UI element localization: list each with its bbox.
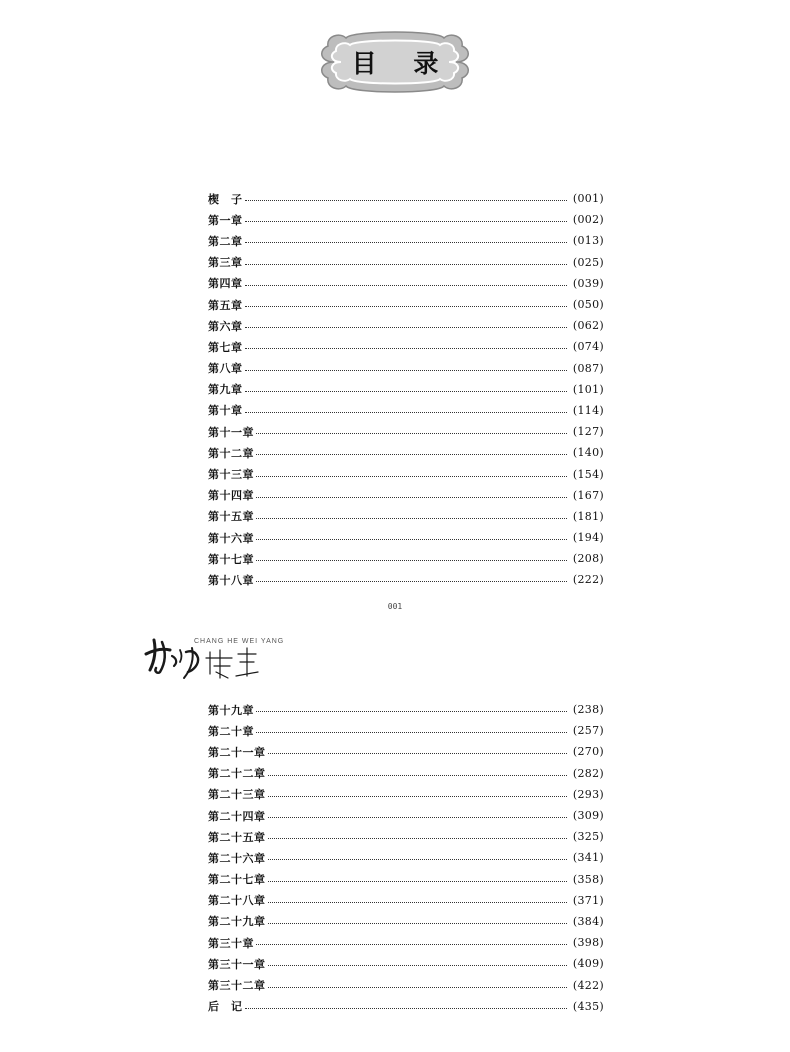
- toc-entry[interactable]: [208, 252, 604, 273]
- toc-label: 第二十九章: [208, 915, 266, 929]
- toc-page-number: (002): [572, 213, 604, 227]
- page-title: 目 录: [351, 49, 453, 78]
- toc-page-number: (270): [572, 745, 604, 759]
- toc-list-top: [208, 188, 604, 591]
- toc-label: 第七章: [208, 340, 243, 354]
- dot-leader: [245, 342, 567, 349]
- toc-label: 第三十二章: [208, 979, 266, 993]
- toc-label: 第一章: [208, 213, 243, 227]
- toc-entry[interactable]: [208, 932, 604, 953]
- toc-label: 第十七章: [208, 552, 254, 566]
- toc-label: 后 记: [208, 1000, 243, 1014]
- toc-label: 第二十五章: [208, 830, 266, 844]
- toc-page-number: (257): [572, 724, 604, 738]
- toc-entry[interactable]: [208, 741, 604, 762]
- toc-label: 楔 子: [208, 192, 243, 206]
- toc-entry[interactable]: [208, 209, 604, 230]
- dot-leader: [268, 896, 567, 903]
- dot-leader: [245, 194, 567, 201]
- dot-leader: [256, 533, 567, 540]
- dot-leader: [268, 959, 567, 966]
- dot-leader: [245, 1002, 567, 1009]
- toc-label: 第八章: [208, 362, 243, 376]
- toc-page-number: (062): [572, 319, 604, 333]
- toc-page-number: (114): [572, 403, 604, 417]
- dot-leader: [245, 236, 567, 243]
- toc-page-number: (039): [572, 276, 604, 290]
- toc-entry[interactable]: [208, 400, 604, 421]
- toc-page-number: (025): [572, 255, 604, 269]
- toc-entry[interactable]: [208, 548, 604, 569]
- toc-page-number: (050): [572, 298, 604, 312]
- toc-label: 第二十章: [208, 724, 254, 738]
- toc-page-number: (435): [572, 999, 604, 1013]
- toc-entry[interactable]: [208, 315, 604, 336]
- toc-entry[interactable]: [208, 569, 604, 590]
- dot-leader: [256, 938, 567, 945]
- toc-entry[interactable]: [208, 953, 604, 974]
- dot-leader: [268, 832, 567, 839]
- toc-page-number: (325): [572, 830, 604, 844]
- dot-leader: [245, 321, 567, 328]
- brand-latin-text: CHANG HE WEI YANG: [194, 638, 285, 645]
- toc-label: 第十五章: [208, 510, 254, 524]
- toc-page-number: (127): [572, 425, 604, 439]
- toc-entry[interactable]: [208, 974, 604, 995]
- toc-entry[interactable]: [208, 805, 604, 826]
- toc-label: 第二十一章: [208, 745, 266, 759]
- dot-leader: [245, 406, 567, 413]
- dot-leader: [256, 491, 567, 498]
- toc-entry[interactable]: [208, 485, 604, 506]
- dot-leader: [245, 258, 567, 265]
- dot-leader: [268, 981, 567, 988]
- page-number: 001: [387, 602, 403, 611]
- toc-page-number: (341): [572, 851, 604, 865]
- toc-page-number: (001): [572, 192, 604, 206]
- dot-leader: [268, 747, 567, 754]
- brand-logo: [140, 628, 290, 684]
- toc-label: 第十九章: [208, 703, 254, 717]
- toc-entry[interactable]: [208, 358, 604, 379]
- toc-label: 第二十七章: [208, 873, 266, 887]
- toc-entry[interactable]: [208, 294, 604, 315]
- dot-leader: [256, 470, 567, 477]
- toc-entry[interactable]: [208, 826, 604, 847]
- dot-leader: [256, 726, 567, 733]
- toc-page-number: (013): [572, 234, 604, 248]
- toc-page-number: (358): [572, 872, 604, 886]
- toc-entry[interactable]: [208, 379, 604, 400]
- dot-leader: [268, 790, 567, 797]
- dot-leader: [256, 575, 567, 582]
- dot-leader: [268, 811, 567, 818]
- toc-label: 第四章: [208, 277, 243, 291]
- dot-leader: [256, 448, 567, 455]
- toc-entry[interactable]: [208, 336, 604, 357]
- toc-page-number: (282): [572, 766, 604, 780]
- toc-entry[interactable]: [208, 720, 604, 741]
- toc-page-number: (208): [572, 552, 604, 566]
- toc-label: 第十八章: [208, 573, 254, 587]
- toc-entry[interactable]: [208, 273, 604, 294]
- toc-list-bottom: [208, 699, 604, 1017]
- dot-leader: [268, 769, 567, 776]
- toc-entry[interactable]: [208, 421, 604, 442]
- toc-page-number: (238): [572, 703, 604, 717]
- dot-leader: [268, 917, 567, 924]
- toc-entry[interactable]: [208, 442, 604, 463]
- toc-entry[interactable]: [208, 784, 604, 805]
- dot-leader: [268, 875, 567, 882]
- dot-leader: [245, 364, 567, 371]
- dot-leader: [256, 427, 567, 434]
- toc-entry[interactable]: [208, 506, 604, 527]
- dot-leader: [245, 279, 567, 286]
- toc-label: 第十三章: [208, 468, 254, 482]
- toc-label: 第五章: [208, 298, 243, 312]
- toc-label: 第三十一章: [208, 957, 266, 971]
- toc-label: 第十章: [208, 404, 243, 418]
- toc-entry[interactable]: [208, 847, 604, 868]
- toc-entry[interactable]: [208, 699, 604, 720]
- toc-entry[interactable]: [208, 911, 604, 932]
- toc-label: 第二十三章: [208, 788, 266, 802]
- dot-leader: [245, 300, 567, 307]
- toc-entry[interactable]: [208, 188, 604, 209]
- dot-leader: [256, 554, 567, 561]
- dot-leader: [268, 853, 567, 860]
- toc-entry[interactable]: [208, 890, 604, 911]
- toc-page-number: (422): [572, 978, 604, 992]
- dot-leader: [256, 512, 567, 519]
- toc-page-number: (181): [572, 509, 604, 523]
- toc-page-number: (309): [572, 809, 604, 823]
- toc-label: 第十六章: [208, 531, 254, 545]
- toc-label: 第六章: [208, 319, 243, 333]
- toc-label: 第二十六章: [208, 851, 266, 865]
- calligraphy-logo-icon: [140, 628, 290, 684]
- toc-label: 第十四章: [208, 489, 254, 503]
- toc-page-number: (167): [572, 488, 604, 502]
- toc-entry[interactable]: [208, 763, 604, 784]
- toc-entry[interactable]: [208, 869, 604, 890]
- toc-label: 第三十章: [208, 936, 254, 950]
- toc-label: 第二章: [208, 234, 243, 248]
- toc-entry[interactable]: [208, 527, 604, 548]
- toc-page-number: (087): [572, 361, 604, 375]
- toc-entry[interactable]: [208, 230, 604, 251]
- toc-page-number: (371): [572, 893, 604, 907]
- toc-label: 第二十八章: [208, 894, 266, 908]
- toc-label: 第二十四章: [208, 809, 266, 823]
- toc-entry[interactable]: [208, 996, 604, 1017]
- dot-leader: [245, 215, 567, 222]
- toc-label: 第三章: [208, 256, 243, 270]
- toc-label: 第十一章: [208, 425, 254, 439]
- toc-page-number: (101): [572, 382, 604, 396]
- toc-page-number: (222): [572, 573, 604, 587]
- toc-label: 第九章: [208, 383, 243, 397]
- toc-page-number: (074): [572, 340, 604, 354]
- toc-page-number: (140): [572, 446, 604, 460]
- toc-page-number: (154): [572, 467, 604, 481]
- dot-leader: [245, 385, 567, 392]
- title-badge: [314, 28, 476, 96]
- toc-page-number: (409): [572, 957, 604, 971]
- toc-entry[interactable]: [208, 463, 604, 484]
- dot-leader: [256, 705, 567, 712]
- toc-page-number: (293): [572, 787, 604, 801]
- toc-page-number: (194): [572, 531, 604, 545]
- toc-label: 第十二章: [208, 446, 254, 460]
- toc-label: 第二十二章: [208, 767, 266, 781]
- toc-page-number: (384): [572, 914, 604, 928]
- toc-page-number: (398): [572, 936, 604, 950]
